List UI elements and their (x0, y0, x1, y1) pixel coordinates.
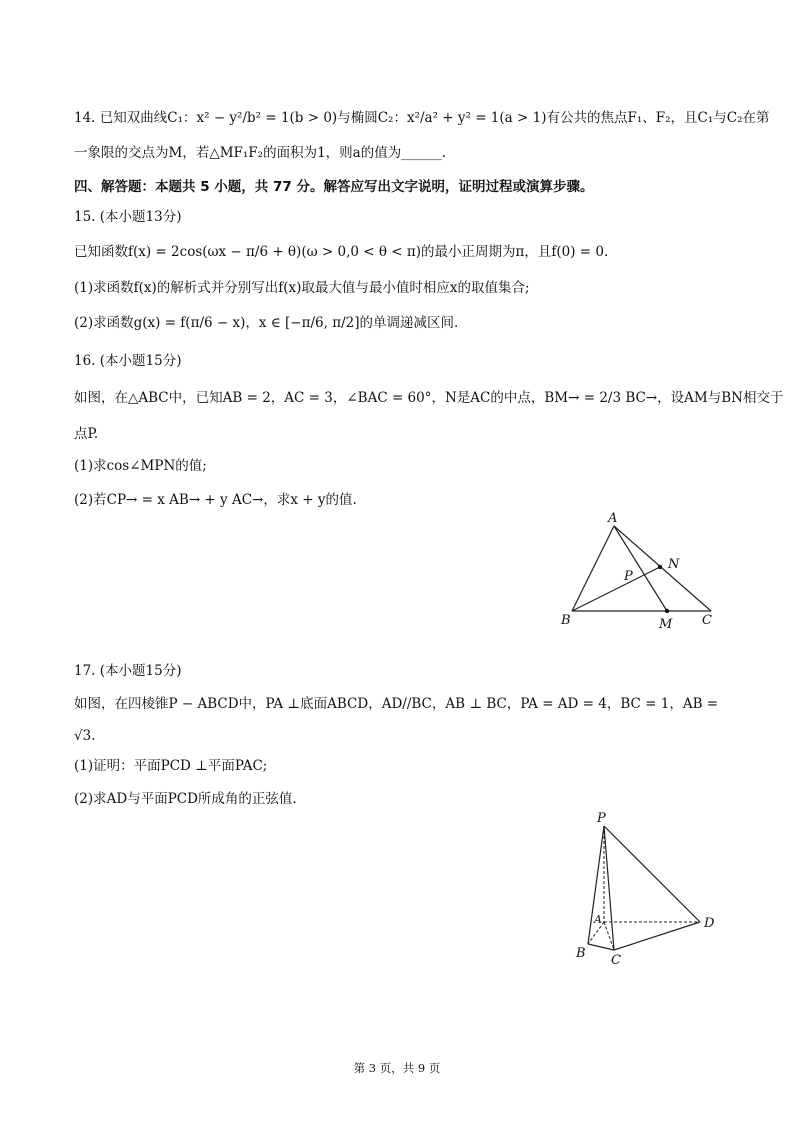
q16-stem-line-1: 如图，在△ABC中，已知AB = 2，AC = 3，∠BAC = 60°，N是AC的中点，BM→ = 2/3 BC→，设AM与BN相交于 (74, 390, 784, 406)
point-n-dot (658, 565, 662, 569)
label-p: P (624, 569, 633, 584)
point-m-dot (665, 609, 669, 613)
label-p: P (597, 811, 606, 826)
label-d: D (704, 916, 715, 931)
label-n: N (668, 557, 680, 572)
q17-part-2: (2)求AD与平面PCD所成角的正弦值. (74, 791, 297, 807)
label-m: M (659, 617, 673, 632)
q16-part-2: (2)若CP→ = x AB→ + y AC→，求x + y的值. (74, 492, 357, 508)
label-c: C (611, 953, 621, 968)
label-c: C (702, 613, 712, 628)
segment-bn (572, 567, 660, 611)
pyramid-pabcd-figure (570, 805, 720, 970)
q16-header: 16. (本小题15分) (74, 353, 182, 369)
q15-part-1: (1)求函数f(x)的解析式并分别写出f(x)取最大值与最小值时相应x的取值集合; (74, 280, 530, 296)
q16-stem-line-2: 点P. (74, 426, 99, 442)
edge-cd (614, 922, 700, 950)
q17-stem-line-1: 如图，在四棱锥P − ABCD中，PA ⊥底面ABCD，AD//BC，AB ⊥ BC，PA = AD = 4，BC = 1，AB = (74, 696, 719, 712)
edge-bc (588, 944, 614, 950)
label-b: B (576, 946, 586, 961)
edge-pd (604, 826, 700, 922)
q15-part-2: (2)求函数g(x) = f(π/6 − x)，x ∈ [−π/6, π/2]的单调递减区间. (74, 315, 459, 331)
q17-part-1: (1)证明：平面PCD ⊥平面PAC; (74, 758, 268, 774)
label-a: A (608, 511, 618, 526)
edge-pb (588, 826, 604, 944)
q14-line-2: 一象限的交点为M，若△MF₁F₂的面积为1，则a的值为______. (74, 145, 447, 161)
edge-pc (604, 826, 614, 950)
q15-stem: 已知函数f(x) = 2cos(ωx − π/6 + θ)(ω > 0,0 < θ < π)的最小正周期为π，且f(0) = 0. (74, 244, 609, 260)
label-b: B (561, 613, 571, 628)
section-heading-solutions: 四、解答题：本题共 5 小题，共 77 分。解答应写出文字说明，证明过程或演算步骤。 (74, 179, 594, 195)
triangle-abc-figure (560, 508, 730, 633)
q16-part-1: (1)求cos∠MPN的值; (74, 458, 207, 474)
page-footer: 第 3 页，共 9 页 (353, 1061, 441, 1075)
q17-header: 17. (本小题15分) (74, 663, 182, 679)
label-a: A (594, 913, 602, 926)
q15-header: 15. (本小题13分) (74, 209, 182, 225)
segment-ab (572, 526, 614, 611)
q14-line-1: 14. 已知双曲线C₁：x² − y²/b² = 1(b > 0)与椭圆C₂：x²/a² + y² = 1(a > 1)有公共的焦点F₁、F₂，且C₁与C₂在第 (74, 110, 770, 126)
q17-stem-line-2: √3. (74, 728, 96, 744)
